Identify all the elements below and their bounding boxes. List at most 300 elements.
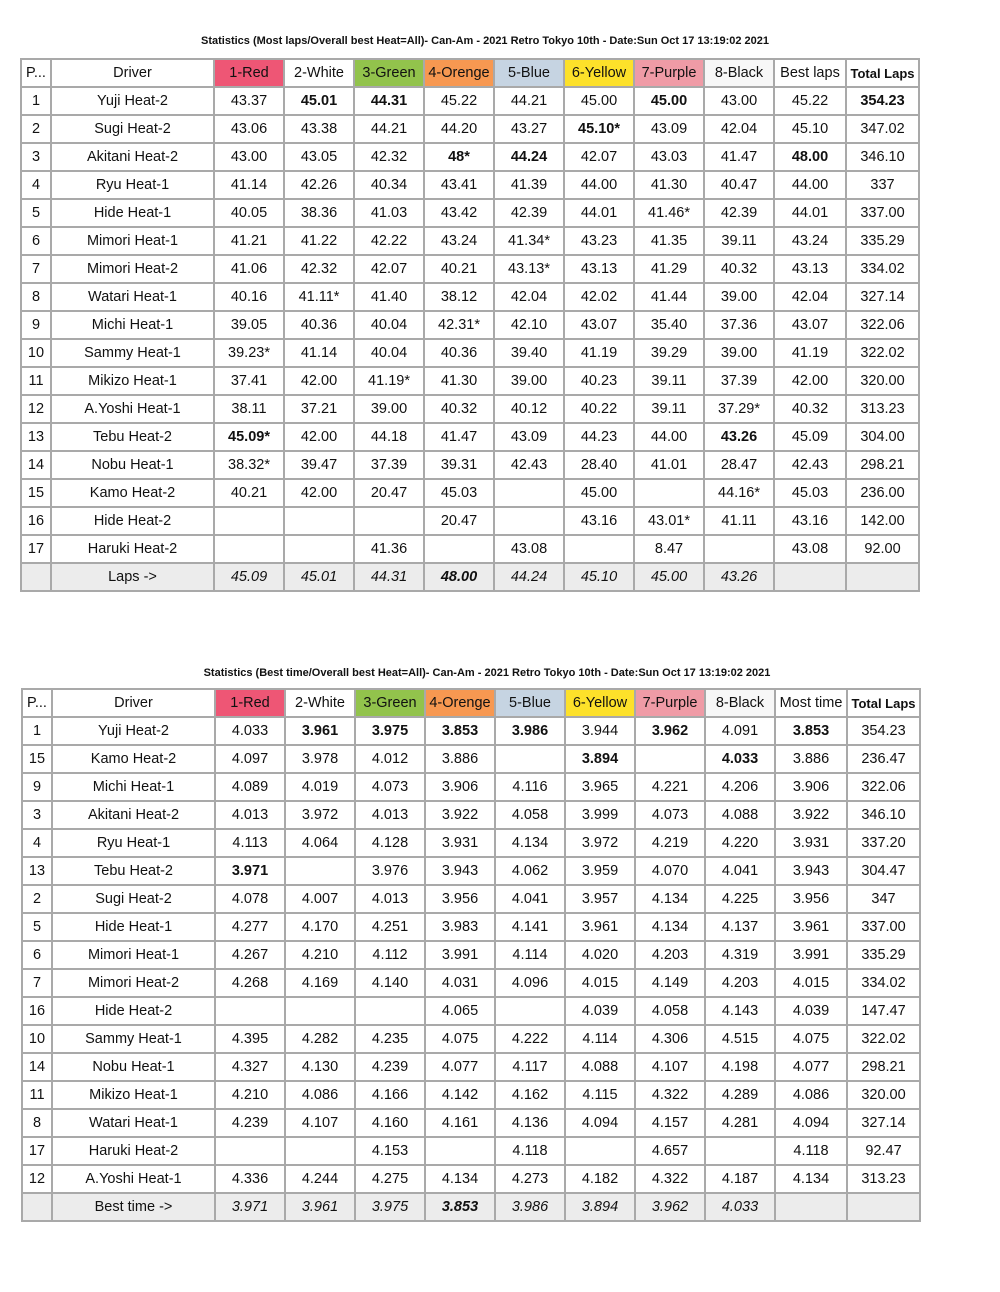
footer-value-cell: 3.961 xyxy=(285,1193,355,1221)
heat-value-cell xyxy=(635,745,705,773)
heat-value-cell: 45.10* xyxy=(564,115,634,143)
driver-cell: Mimori Heat-2 xyxy=(52,969,215,997)
footer-empty-cell xyxy=(775,1193,847,1221)
heat-value-cell xyxy=(565,1137,635,1165)
heat-value-cell: 44.21 xyxy=(354,115,424,143)
column-header[interactable]: 6-Yellow xyxy=(564,59,634,87)
heat-value-cell: 45.01 xyxy=(284,87,354,115)
footer-value-cell: 48.00 xyxy=(424,563,494,591)
heat-value-cell xyxy=(425,1137,495,1165)
heat-value-cell xyxy=(705,1137,775,1165)
heat-value-cell: 4.322 xyxy=(635,1081,705,1109)
heat-value-cell: 41.03 xyxy=(354,199,424,227)
heat-value-cell: 44.31 xyxy=(354,87,424,115)
driver-cell: Hide Heat-2 xyxy=(51,507,214,535)
heat-value-cell xyxy=(424,535,494,563)
best-cell: 4.075 xyxy=(775,1025,847,1053)
position-cell: 2 xyxy=(21,115,51,143)
driver-cell: Mimori Heat-2 xyxy=(51,255,214,283)
heat-value-cell: 45.00 xyxy=(634,87,704,115)
position-cell: 4 xyxy=(21,171,51,199)
heat-value-cell: 4.277 xyxy=(215,913,285,941)
heat-value-cell xyxy=(354,507,424,535)
driver-cell: Haruki Heat-2 xyxy=(51,535,214,563)
best-cell: 44.01 xyxy=(774,199,846,227)
heat-value-cell: 41.11* xyxy=(284,283,354,311)
best-cell: 3.906 xyxy=(775,773,847,801)
heat-value-cell: 3.956 xyxy=(425,885,495,913)
table-row xyxy=(21,115,919,143)
column-header[interactable]: Best laps xyxy=(774,59,846,87)
heat-value-cell: 3.961 xyxy=(285,717,355,745)
heat-value-cell xyxy=(494,507,564,535)
heat-value-cell: 43.24 xyxy=(424,227,494,255)
table-row xyxy=(21,143,919,171)
best-cell: 4.094 xyxy=(775,1109,847,1137)
footer-value-cell: 3.962 xyxy=(635,1193,705,1221)
table-row xyxy=(22,857,920,885)
heat-value-cell xyxy=(214,535,284,563)
position-cell: 7 xyxy=(21,255,51,283)
heat-value-cell: 20.47 xyxy=(424,507,494,535)
column-header[interactable]: 5-Blue xyxy=(495,689,565,717)
heat-value-cell xyxy=(215,1137,285,1165)
heat-value-cell: 41.30 xyxy=(424,367,494,395)
driver-cell: Haruki Heat-2 xyxy=(52,1137,215,1165)
column-header[interactable]: 1-Red xyxy=(214,59,284,87)
heat-value-cell: 4.089 xyxy=(215,773,285,801)
driver-cell: Ryu Heat-1 xyxy=(51,171,214,199)
column-header[interactable]: 3-Green xyxy=(354,59,424,87)
heat-value-cell: 43.26 xyxy=(704,423,774,451)
heat-value-cell: 40.21 xyxy=(214,479,284,507)
heat-value-cell: 40.32 xyxy=(424,395,494,423)
heat-value-cell: 4.128 xyxy=(355,829,425,857)
footer-empty-cell xyxy=(774,563,846,591)
total-laps-cell: 337.00 xyxy=(846,199,919,227)
footer-value-cell: 3.971 xyxy=(215,1193,285,1221)
heat-value-cell: 3.943 xyxy=(425,857,495,885)
heat-value-cell: 3.972 xyxy=(285,801,355,829)
footer-empty-cell xyxy=(846,563,919,591)
driver-cell: Tebu Heat-2 xyxy=(51,423,214,451)
heat-value-cell: 3.986 xyxy=(495,717,565,745)
heat-value-cell: 4.251 xyxy=(355,913,425,941)
heat-value-cell: 4.306 xyxy=(635,1025,705,1053)
heat-value-cell: 3.894 xyxy=(565,745,635,773)
position-cell: 16 xyxy=(21,507,51,535)
heat-value-cell: 4.117 xyxy=(495,1053,565,1081)
heat-value-cell xyxy=(284,507,354,535)
driver-cell: Mimori Heat-1 xyxy=(52,941,215,969)
footer-empty-cell xyxy=(847,1193,920,1221)
header-row xyxy=(22,689,920,717)
best-cell: 3.943 xyxy=(775,857,847,885)
heat-value-cell: 4.077 xyxy=(425,1053,495,1081)
heat-value-cell: 4.116 xyxy=(495,773,565,801)
heat-value-cell: 41.01 xyxy=(634,451,704,479)
column-header[interactable]: Driver xyxy=(51,59,214,87)
heat-value-cell: 4.114 xyxy=(495,941,565,969)
heat-value-cell: 44.00 xyxy=(564,171,634,199)
heat-value-cell: 4.039 xyxy=(565,997,635,1025)
heat-value-cell: 4.289 xyxy=(705,1081,775,1109)
total-laps-cell: 354.23 xyxy=(846,87,919,115)
column-header[interactable]: 4-Orenge xyxy=(424,59,494,87)
heat-value-cell: 4.113 xyxy=(215,829,285,857)
best-cell: 44.00 xyxy=(774,171,846,199)
heat-value-cell: 4.187 xyxy=(705,1165,775,1193)
heat-value-cell: 39.00 xyxy=(704,339,774,367)
driver-cell: Watari Heat-1 xyxy=(51,283,214,311)
column-header[interactable]: Driver xyxy=(52,689,215,717)
heat-value-cell: 3.965 xyxy=(565,773,635,801)
heat-value-cell: 4.033 xyxy=(705,745,775,773)
heat-value-cell xyxy=(494,479,564,507)
heat-value-cell: 3.976 xyxy=(355,857,425,885)
best-cell: 3.853 xyxy=(775,717,847,745)
column-header[interactable]: 5-Blue xyxy=(494,59,564,87)
driver-cell: Sammy Heat-1 xyxy=(52,1025,215,1053)
table-row xyxy=(22,969,920,997)
header-row xyxy=(21,59,919,87)
heat-value-cell: 3.975 xyxy=(355,717,425,745)
heat-value-cell: 4.031 xyxy=(425,969,495,997)
position-cell: 15 xyxy=(22,745,52,773)
total-laps-cell: 304.47 xyxy=(847,857,920,885)
heat-value-cell: 4.064 xyxy=(285,829,355,857)
heat-value-cell: 3.906 xyxy=(425,773,495,801)
heat-value-cell: 4.267 xyxy=(215,941,285,969)
heat-value-cell: 43.09 xyxy=(494,423,564,451)
heat-value-cell: 48* xyxy=(424,143,494,171)
heat-value-cell: 3.983 xyxy=(425,913,495,941)
heat-value-cell: 4.169 xyxy=(285,969,355,997)
best-cell: 45.09 xyxy=(774,423,846,451)
column-header[interactable]: 4-Orenge xyxy=(425,689,495,717)
heat-value-cell: 45.00 xyxy=(564,87,634,115)
position-cell: 14 xyxy=(21,451,51,479)
position-cell: 5 xyxy=(21,199,51,227)
heat-value-cell: 40.47 xyxy=(704,171,774,199)
heat-value-cell: 42.04 xyxy=(704,115,774,143)
heat-value-cell: 4.239 xyxy=(355,1053,425,1081)
footer-label: Best time -> xyxy=(52,1193,215,1221)
heat-value-cell: 43.27 xyxy=(494,115,564,143)
heat-value-cell: 37.36 xyxy=(704,311,774,339)
column-header[interactable]: Total Laps xyxy=(846,59,919,87)
heat-value-cell: 45.22 xyxy=(424,87,494,115)
total-laps-cell: 313.23 xyxy=(847,1165,920,1193)
heat-value-cell: 4.073 xyxy=(635,801,705,829)
driver-cell: Michi Heat-1 xyxy=(51,311,214,339)
heat-value-cell: 4.041 xyxy=(495,885,565,913)
table-row xyxy=(21,395,919,423)
total-laps-cell: 334.02 xyxy=(846,255,919,283)
best-cell: 45.03 xyxy=(774,479,846,507)
total-laps-cell: 320.00 xyxy=(846,367,919,395)
heat-value-cell: 42.00 xyxy=(284,367,354,395)
driver-cell: Kamo Heat-2 xyxy=(51,479,214,507)
heat-value-cell xyxy=(285,997,355,1025)
best-cell: 3.886 xyxy=(775,745,847,773)
table-row xyxy=(21,87,919,115)
driver-cell: Nobu Heat-1 xyxy=(52,1053,215,1081)
heat-value-cell: 45.09* xyxy=(214,423,284,451)
total-laps-cell: 322.02 xyxy=(846,339,919,367)
heat-value-cell: 4.136 xyxy=(495,1109,565,1137)
heat-value-cell: 4.020 xyxy=(565,941,635,969)
heat-value-cell: 4.112 xyxy=(355,941,425,969)
total-laps-cell: 92.00 xyxy=(846,535,919,563)
heat-value-cell: 4.078 xyxy=(215,885,285,913)
driver-cell: Sugi Heat-2 xyxy=(51,115,214,143)
best-cell: 42.04 xyxy=(774,283,846,311)
heat-value-cell: 42.04 xyxy=(494,283,564,311)
heat-value-cell: 40.04 xyxy=(354,311,424,339)
best-cell: 3.956 xyxy=(775,885,847,913)
column-header[interactable]: 7-Purple xyxy=(635,689,705,717)
driver-cell: Ryu Heat-1 xyxy=(52,829,215,857)
heat-value-cell: 4.275 xyxy=(355,1165,425,1193)
driver-cell: Hide Heat-1 xyxy=(51,199,214,227)
heat-value-cell: 42.00 xyxy=(284,479,354,507)
position-cell: 10 xyxy=(21,339,51,367)
heat-value-cell xyxy=(495,997,565,1025)
table-row xyxy=(22,773,920,801)
heat-value-cell: 3.962 xyxy=(635,717,705,745)
heat-value-cell: 4.395 xyxy=(215,1025,285,1053)
heat-value-cell: 39.29 xyxy=(634,339,704,367)
heat-value-cell: 42.32 xyxy=(354,143,424,171)
heat-value-cell: 39.11 xyxy=(634,395,704,423)
total-laps-cell: 346.10 xyxy=(847,801,920,829)
position-cell: 5 xyxy=(22,913,52,941)
heat-value-cell: 42.07 xyxy=(354,255,424,283)
heat-value-cell: 43.08 xyxy=(494,535,564,563)
heat-value-cell: 3.999 xyxy=(565,801,635,829)
driver-cell: Sammy Heat-1 xyxy=(51,339,214,367)
heat-value-cell: 4.091 xyxy=(705,717,775,745)
footer-row xyxy=(21,563,919,591)
heat-value-cell: 37.41 xyxy=(214,367,284,395)
best-cell: 43.13 xyxy=(774,255,846,283)
table-row xyxy=(21,255,919,283)
position-cell: 4 xyxy=(22,829,52,857)
driver-cell: Mimori Heat-1 xyxy=(51,227,214,255)
driver-cell: A.Yoshi Heat-1 xyxy=(52,1165,215,1193)
heat-value-cell: 40.23 xyxy=(564,367,634,395)
heat-value-cell: 4.114 xyxy=(565,1025,635,1053)
total-laps-cell: 298.21 xyxy=(847,1053,920,1081)
total-laps-cell: 298.21 xyxy=(846,451,919,479)
heat-value-cell xyxy=(355,997,425,1025)
total-laps-cell: 337.00 xyxy=(847,913,920,941)
heat-value-cell: 43.41 xyxy=(424,171,494,199)
heat-value-cell: 4.170 xyxy=(285,913,355,941)
heat-value-cell: 4.161 xyxy=(425,1109,495,1137)
heat-value-cell: 42.32 xyxy=(284,255,354,283)
heat-value-cell: 4.073 xyxy=(355,773,425,801)
table-row xyxy=(22,1165,920,1193)
best-cell: 4.118 xyxy=(775,1137,847,1165)
position-cell: 7 xyxy=(22,969,52,997)
position-cell: 9 xyxy=(22,773,52,801)
column-header[interactable]: 8-Black xyxy=(705,689,775,717)
heat-value-cell: 40.36 xyxy=(284,311,354,339)
heat-value-cell: 4.134 xyxy=(635,885,705,913)
heat-value-cell: 4.222 xyxy=(495,1025,565,1053)
total-laps-cell: 322.02 xyxy=(847,1025,920,1053)
column-header[interactable]: 8-Black xyxy=(704,59,774,87)
total-laps-cell: 236.00 xyxy=(846,479,919,507)
heat-value-cell: 37.29* xyxy=(704,395,774,423)
heat-value-cell: 4.273 xyxy=(495,1165,565,1193)
heat-value-cell: 40.32 xyxy=(704,255,774,283)
heat-value-cell: 4.134 xyxy=(495,829,565,857)
column-header[interactable]: 6-Yellow xyxy=(565,689,635,717)
column-header[interactable]: P... xyxy=(22,689,52,717)
heat-value-cell: 4.086 xyxy=(285,1081,355,1109)
column-header[interactable]: 2-White xyxy=(285,689,355,717)
driver-cell: Kamo Heat-2 xyxy=(52,745,215,773)
heat-value-cell: 42.10 xyxy=(494,311,564,339)
heat-value-cell: 4.203 xyxy=(635,941,705,969)
column-header[interactable]: Most time xyxy=(775,689,847,717)
driver-cell: Mikizo Heat-1 xyxy=(52,1081,215,1109)
heat-value-cell: 41.29 xyxy=(634,255,704,283)
heat-value-cell: 44.01 xyxy=(564,199,634,227)
heat-value-cell: 4.134 xyxy=(635,913,705,941)
heat-value-cell: 4.107 xyxy=(285,1109,355,1137)
heat-value-cell: 4.058 xyxy=(495,801,565,829)
best-cell: 43.24 xyxy=(774,227,846,255)
table-row xyxy=(22,941,920,969)
heat-value-cell: 4.244 xyxy=(285,1165,355,1193)
driver-cell: Yuji Heat-2 xyxy=(52,717,215,745)
position-cell: 17 xyxy=(21,535,51,563)
total-laps-cell: 327.14 xyxy=(847,1109,920,1137)
heat-value-cell: 38.32* xyxy=(214,451,284,479)
heat-value-cell: 41.30 xyxy=(634,171,704,199)
table-row xyxy=(21,311,919,339)
heat-value-cell: 41.35 xyxy=(634,227,704,255)
heat-value-cell: 4.012 xyxy=(355,745,425,773)
heat-value-cell: 43.00 xyxy=(704,87,774,115)
heat-value-cell: 39.40 xyxy=(494,339,564,367)
heat-value-cell: 41.19 xyxy=(564,339,634,367)
heat-value-cell: 3.972 xyxy=(565,829,635,857)
heat-value-cell: 20.47 xyxy=(354,479,424,507)
heat-value-cell: 3.961 xyxy=(565,913,635,941)
heat-value-cell: 4.140 xyxy=(355,969,425,997)
driver-cell: Michi Heat-1 xyxy=(52,773,215,801)
table-row xyxy=(22,885,920,913)
column-header[interactable]: P... xyxy=(21,59,51,87)
heat-value-cell: 41.14 xyxy=(284,339,354,367)
footer-empty-cell xyxy=(21,563,51,591)
heat-value-cell: 4.319 xyxy=(705,941,775,969)
driver-cell: Watari Heat-1 xyxy=(52,1109,215,1137)
heat-value-cell: 41.22 xyxy=(284,227,354,255)
best-cell: 4.086 xyxy=(775,1081,847,1109)
heat-value-cell: 3.922 xyxy=(425,801,495,829)
position-cell: 1 xyxy=(22,717,52,745)
heat-value-cell: 44.18 xyxy=(354,423,424,451)
footer-value-cell: 45.09 xyxy=(214,563,284,591)
position-cell: 15 xyxy=(21,479,51,507)
table-row xyxy=(22,745,920,773)
driver-cell: Akitani Heat-2 xyxy=(51,143,214,171)
position-cell: 12 xyxy=(22,1165,52,1193)
heat-value-cell: 4.515 xyxy=(705,1025,775,1053)
table-row xyxy=(22,717,920,745)
column-header[interactable]: 7-Purple xyxy=(634,59,704,87)
table-row xyxy=(21,451,919,479)
heat-value-cell: 4.094 xyxy=(565,1109,635,1137)
heat-value-cell: 4.210 xyxy=(215,1081,285,1109)
heat-value-cell: 43.13 xyxy=(564,255,634,283)
table-row xyxy=(21,367,919,395)
column-header[interactable]: 3-Green xyxy=(355,689,425,717)
footer-empty-cell xyxy=(22,1193,52,1221)
position-cell: 2 xyxy=(22,885,52,913)
column-header[interactable]: Total Laps xyxy=(847,689,920,717)
position-cell: 8 xyxy=(21,283,51,311)
heat-value-cell xyxy=(285,1137,355,1165)
heat-value-cell: 39.23* xyxy=(214,339,284,367)
total-laps-cell: 304.00 xyxy=(846,423,919,451)
column-header[interactable]: 1-Red xyxy=(215,689,285,717)
heat-value-cell: 38.12 xyxy=(424,283,494,311)
heat-value-cell: 4.657 xyxy=(635,1137,705,1165)
heat-value-cell: 4.221 xyxy=(635,773,705,801)
position-cell: 3 xyxy=(21,143,51,171)
heat-value-cell: 35.40 xyxy=(634,311,704,339)
heat-value-cell: 4.033 xyxy=(215,717,285,745)
position-cell: 9 xyxy=(21,311,51,339)
footer-value-cell: 4.033 xyxy=(705,1193,775,1221)
heat-value-cell: 43.05 xyxy=(284,143,354,171)
heat-value-cell: 42.00 xyxy=(284,423,354,451)
heat-value-cell: 4.239 xyxy=(215,1109,285,1137)
footer-value-cell: 3.894 xyxy=(565,1193,635,1221)
column-header[interactable]: 2-White xyxy=(284,59,354,87)
total-laps-cell: 347.02 xyxy=(846,115,919,143)
best-cell: 3.922 xyxy=(775,801,847,829)
heat-value-cell: 39.11 xyxy=(634,367,704,395)
footer-value-cell: 45.10 xyxy=(564,563,634,591)
table-row xyxy=(22,1081,920,1109)
best-cell: 40.32 xyxy=(774,395,846,423)
position-cell: 13 xyxy=(21,423,51,451)
heat-value-cell: 4.281 xyxy=(705,1109,775,1137)
heat-value-cell xyxy=(704,535,774,563)
heat-value-cell xyxy=(564,535,634,563)
heat-value-cell: 3.853 xyxy=(425,717,495,745)
total-laps-cell: 142.00 xyxy=(846,507,919,535)
heat-value-cell: 37.39 xyxy=(704,367,774,395)
heat-value-cell: 42.22 xyxy=(354,227,424,255)
heat-value-cell: 42.26 xyxy=(284,171,354,199)
heat-value-cell: 4.088 xyxy=(565,1053,635,1081)
heat-value-cell: 4.235 xyxy=(355,1025,425,1053)
driver-cell: A.Yoshi Heat-1 xyxy=(51,395,214,423)
heat-value-cell: 41.46* xyxy=(634,199,704,227)
heat-value-cell: 4.134 xyxy=(425,1165,495,1193)
heat-value-cell: 39.05 xyxy=(214,311,284,339)
heat-value-cell: 44.16* xyxy=(704,479,774,507)
